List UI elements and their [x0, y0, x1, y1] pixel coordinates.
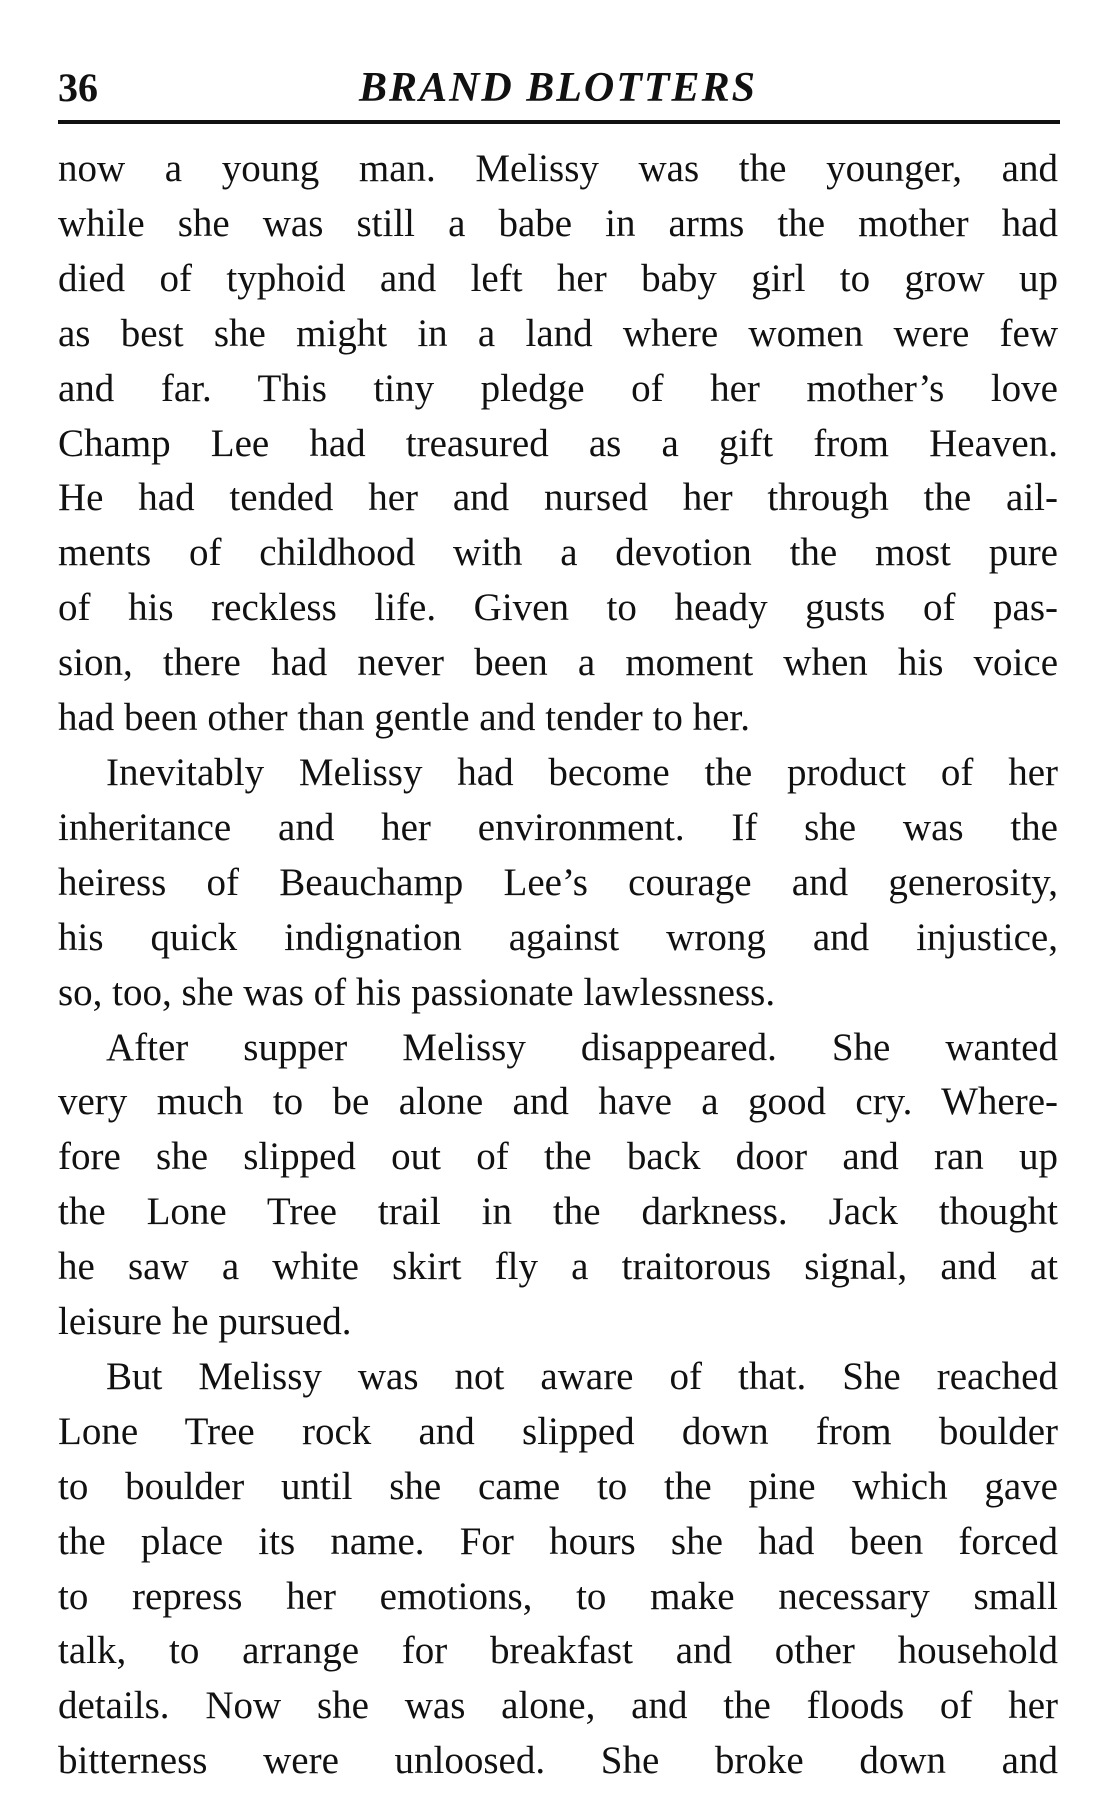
text-line: so, too, she was of his passionate lawlessness. — [58, 970, 776, 1014]
running-head — [58, 58, 1058, 118]
body-text — [58, 142, 1058, 1789]
paragraph-first-line: Inevitably Melissy had become the product of her — [106, 750, 1058, 794]
text-line: bitterness were unloosed. She broke down and — [58, 1739, 1058, 1783]
text-line: inheritance and her environment. If she was the — [58, 805, 1058, 849]
text-line: his quick indignation against wrong and injustice, — [58, 915, 1058, 959]
text-line: talk, to arrange for breakfast and other household — [58, 1629, 1058, 1673]
text-line: to repress her emotions, to make necessary small — [58, 1574, 1058, 1618]
text-line: details. Now she was alone, and the floods of her — [58, 1684, 1058, 1728]
text-line: leisure he pursued. — [58, 1300, 352, 1344]
text-line: He had tended her and nursed her through the ail- — [58, 476, 1058, 520]
header-rule — [58, 120, 1060, 124]
text-line: very much to be alone and have a good cry. Where- — [58, 1080, 1058, 1124]
text-line: to boulder until she came to the pine which gave — [58, 1464, 1058, 1508]
text-line: while she was still a babe in arms the mother had — [58, 201, 1058, 245]
text-line: the place its name. For hours she had been forced — [58, 1519, 1058, 1563]
running-title: BRAND BLOTTERS — [359, 65, 757, 111]
text-line: as best she might in a land where women were few — [58, 311, 1058, 355]
text-line: had been other than gentle and tender to her. — [58, 696, 750, 740]
text-line: Lone Tree rock and slipped down from boulder — [58, 1409, 1058, 1453]
text-line: the Lone Tree trail in the darkness. Jack thought — [58, 1190, 1058, 1234]
text-line: now a young man. Melissy was the younger, and — [58, 147, 1058, 190]
text-line: fore she slipped out of the back door and ran up — [58, 1135, 1058, 1179]
paragraph-first-line: But Melissy was not aware of that. She reached — [106, 1354, 1058, 1398]
text-line: ments of childhood with a devotion the most pure — [58, 531, 1058, 575]
text-line: of his reckless life. Given to heady gusts of pas- — [58, 586, 1058, 630]
text-line: he saw a white skirt fly a traitorous signal, and at — [58, 1245, 1058, 1289]
text-line: sion, there had never been a moment when his voice — [58, 641, 1058, 685]
text-line: died of typhoid and left her baby girl to grow up — [58, 256, 1058, 300]
text-line: Champ Lee had treasured as a gift from Heaven. — [58, 421, 1058, 465]
text-line: and far. This tiny pledge of her mother’s love — [58, 366, 1058, 410]
paragraph-first-line: After supper Melissy disappeared. She wanted — [106, 1025, 1058, 1069]
page-number: 36 — [58, 65, 98, 110]
text-line: heiress of Beauchamp Lee’s courage and generosity, — [58, 860, 1058, 904]
